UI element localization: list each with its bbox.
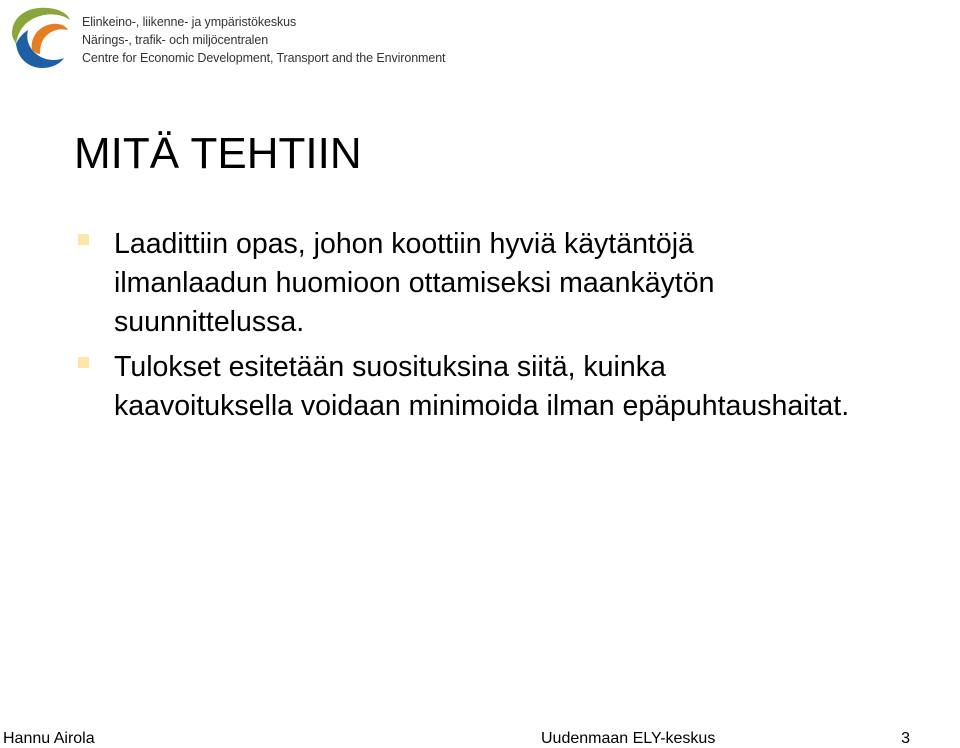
- bullet-line: Laadittiin opas, johon koottiin hyviä käytäntöjä: [114, 228, 694, 260]
- footer-author: Hannu Airola: [3, 730, 95, 747]
- square-bullet-icon: [78, 357, 89, 368]
- footer-organization: Uudenmaan ELY-keskus: [541, 730, 716, 747]
- org-name-english: Centre for Economic Development, Transport and the Environment: [82, 51, 446, 65]
- org-name-swedish: Närings-, trafik- och miljöcentralen: [82, 33, 269, 47]
- bullet-line: Tulokset esitetään suosituksina siitä, kuinka: [114, 351, 666, 383]
- bullet-item: [78, 225, 958, 342]
- slide-footer: [0, 730, 960, 748]
- org-name-finnish: Elinkeino-, liikenne- ja ympäristökeskus: [82, 15, 297, 29]
- bullet-item: [78, 348, 958, 426]
- organization-names: [82, 13, 462, 67]
- slide-title: MITÄ TEHTIIN: [74, 129, 362, 178]
- bullet-list: [78, 225, 958, 432]
- square-bullet-icon: [78, 234, 89, 245]
- bullet-line: ilmanlaadun huomioon ottamiseksi maankäytön: [114, 267, 715, 299]
- slide-header: [6, 4, 466, 70]
- page-number: 3: [901, 730, 910, 747]
- bullet-line: kaavoituksella voidaan minimoida ilman epäpuhtaushaitat.: [114, 390, 850, 422]
- ely-centre-logo-icon: [6, 4, 72, 70]
- bullet-line: suunnittelussa.: [114, 306, 305, 338]
